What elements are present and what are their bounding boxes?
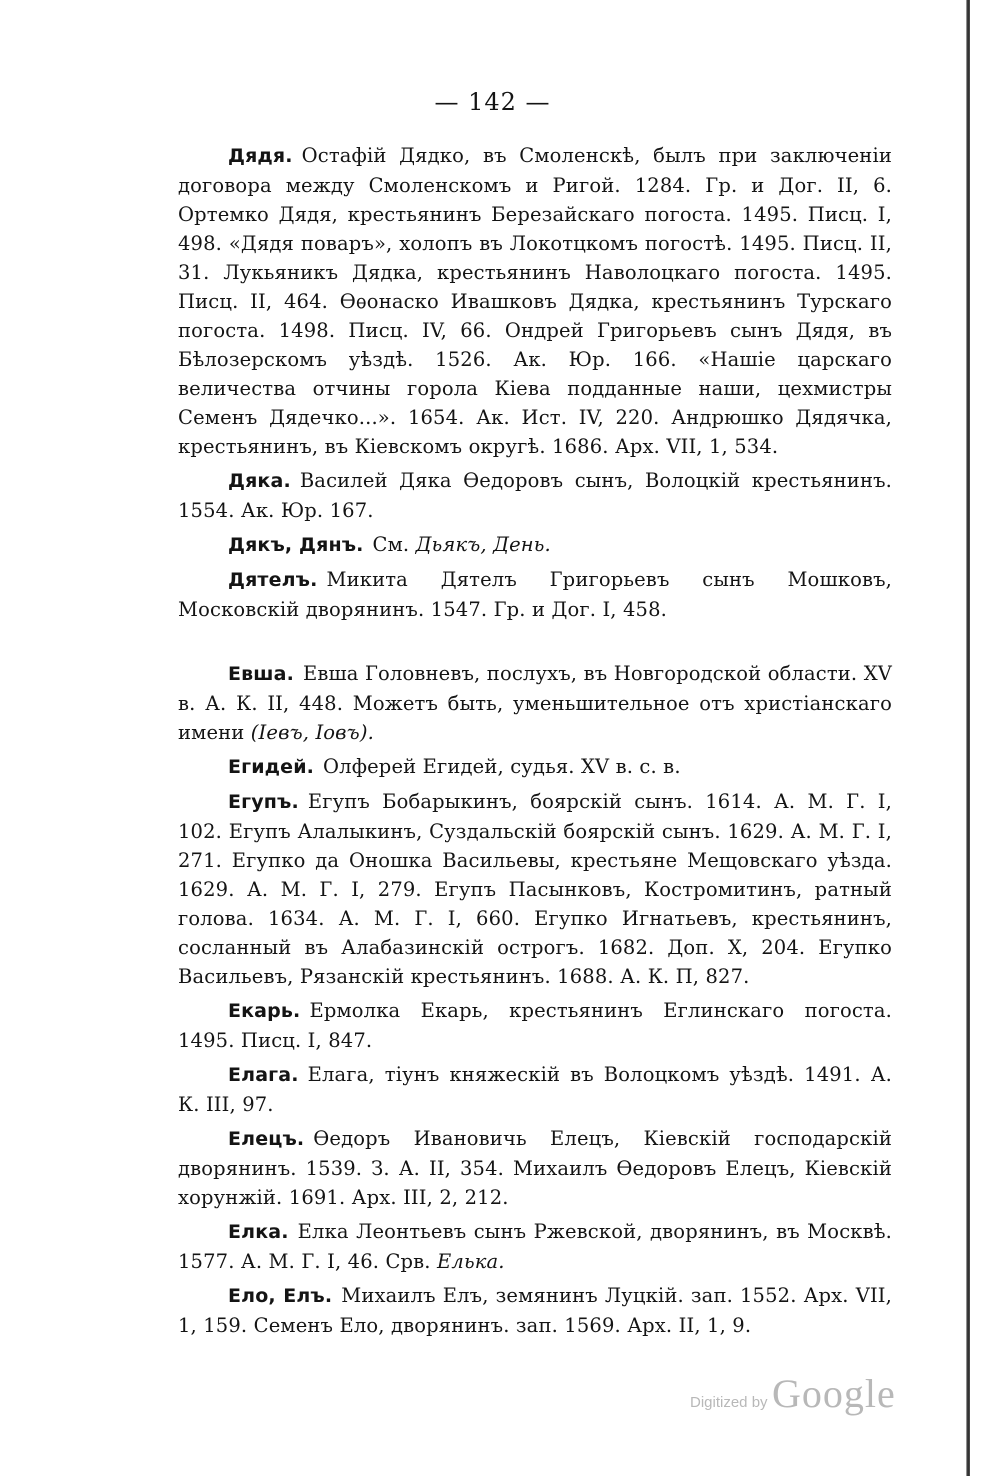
entry-text: Микита Дятелъ Григорьевъ сынъ Мошковъ, Московскій дворянинъ. 1547. Гр. и Дог. I, 458. <box>178 568 892 621</box>
dictionary-entry <box>178 659 892 747</box>
entry-headword: Елка. <box>228 1221 289 1243</box>
watermark-prefix: Digitized by <box>690 1394 768 1411</box>
entry-headword: Екарь. <box>228 1000 301 1022</box>
dictionary-entry <box>178 1281 892 1340</box>
section-gap <box>178 629 892 659</box>
dictionary-entry <box>178 1060 892 1119</box>
entry-text: Ѳедоръ Ивановичь Елецъ, Кіевскій господарскій дворянинъ. 1539. З. А. II, 354. Михаилъ Ѳедоровъ Елецъ, Кіевскій хорунжій. 1691. Арх. III, 2, 212. <box>178 1127 892 1209</box>
entry-headword: Евша. <box>228 663 294 685</box>
dictionary-entry <box>178 530 892 560</box>
entry-text: Василей Дяка Ѳедоровъ сынъ, Волоцкій крестьянинъ. 1554. Ак. Юр. 167. <box>178 469 892 522</box>
entry-headword: Дядя. <box>228 145 293 167</box>
dictionary-entry <box>178 787 892 991</box>
entry-headword: Елага. <box>228 1064 299 1086</box>
page-number: — 142 — <box>434 88 551 116</box>
entry-text: Ермолка Екарь, крестьянинъ Еглинскаго погоста. 1495. Писц. I, 847. <box>178 999 892 1052</box>
entry-headword: Дякъ, Дянъ. <box>228 534 364 556</box>
entry-text: Елага, тіунъ княжескій въ Волоцкомъ уѣздѣ. 1491. А. К. III, 97. <box>178 1063 892 1116</box>
watermark <box>690 1370 896 1417</box>
entry-headword: Дяка. <box>228 470 291 492</box>
dictionary-entry <box>178 565 892 624</box>
entry-cross-reference: (Іевъ, Іовъ). <box>250 721 374 744</box>
entry-cross-reference: Елька. <box>437 1250 505 1273</box>
dictionary-entry <box>178 996 892 1055</box>
dictionary-entry <box>178 466 892 525</box>
entry-text: Елка Леонтьевъ сынъ Ржевской, дворянинъ, въ Москвѣ. 1577. А. М. Г. I, 46. Срв. <box>178 1220 892 1273</box>
entry-text: Егупъ Бобарыкинъ, боярскій сынъ. 1614. А. М. Г. I, 102. Егупъ Алалыкинъ, Суздальскій боярскій сынъ. 1629. А. М. Г. I, 271. Егупко да Оношка Васильевы, крестьяне Мещовскаго уѣзда. 1629. А. М. Г. I, 279. Егупъ Пасынковъ, Костромитинъ, ратный голова. 1634. А. М. Г. I, 660. Егупко Игнатьевъ, крестьянинъ, сосланный въ Алабазинскій острогъ. 1682. Доп. X, 204. Егупко Васильевъ, Рязанскій крестьянинъ. 1688. А. К. П, 827. <box>178 790 892 988</box>
entry-headword: Егупъ. <box>228 791 299 813</box>
entry-headword: Егидей. <box>228 756 315 778</box>
dictionary-entry <box>178 1124 892 1212</box>
entry-cross-reference: Дьякъ, День. <box>415 533 551 556</box>
entry-text: Михаилъ Елъ, земянинъ Луцкій. зап. 1552. Арх. VII, 1, 159. Семенъ Ело, дворянинъ. зап. 1569. Арх. II, 1, 9. <box>178 1284 892 1337</box>
text-column <box>178 141 892 1345</box>
entry-text: См. <box>372 533 416 556</box>
entry-text: Остафій Дядко, въ Смоленскѣ, былъ при заключеніи договора между Смоленскомъ и Ригой. 1284. Гр. и Дог. II, 6. Ортемко Дядя, крестьянинъ Березайскаго погоста. 1495. Писц. I, 498. «Дядя поваръ», холопъ въ Локотцкомъ погостѣ. 1495. Писц. II, 31. Лукьяникъ Дядка, крестьянинъ Наволоцкаго погоста. 1495. Писц. II, 464. Ѳѳонаско Ивашковъ Дядка, крестьянинъ Турскаго погоста. 1498. Писц. IV, 66. Ондрей Григорьевъ сынъ Дядя, въ Бѣлозерскомъ уѣздѣ. 1526. Ак. Юр. 166. «Нашіе царскаго величества отчины горола Кіева подданные наши, цехмистры Семенъ Дядечко...». 1654. Ак. Ист. IV, 220. Андрюшко Дядячка, крестьянинъ, въ Кіевскомъ округѣ. 1686. Арх. VII, 1, 534. <box>178 144 892 458</box>
dictionary-entry <box>178 752 892 782</box>
page-edge-shadow <box>966 0 970 1476</box>
dictionary-entry <box>178 1217 892 1276</box>
watermark-brand: Google <box>772 1371 896 1416</box>
entry-text: Олферей Егидей, судья. XV в. с. в. <box>323 755 681 778</box>
entry-text: Евша Головневъ, послухъ, въ Новгородской области. XV в. А. К. II, 448. Можетъ быть, уменьшительное отъ христіанскаго имени <box>178 662 892 744</box>
entry-headword: Елецъ. <box>228 1128 305 1150</box>
entry-headword: Дятелъ. <box>228 569 318 591</box>
dictionary-entry <box>178 141 892 461</box>
entry-headword: Ело, Елъ. <box>228 1285 333 1307</box>
